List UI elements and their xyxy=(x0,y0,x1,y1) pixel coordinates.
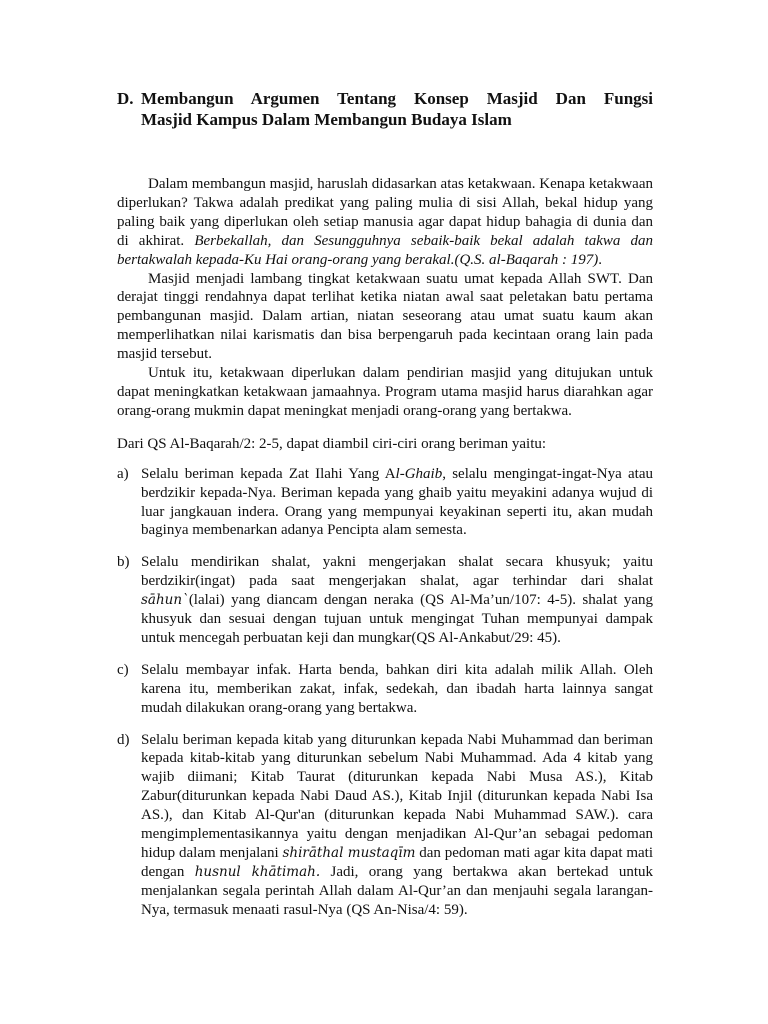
list-b-part-1: Selalu mendirikan shalat, yakni mengerjakan shalat secara khusyuk; yaitu berdzikir(ingat) pada saat mengerjakan shalat, agar terhindar dari shalat xyxy=(141,554,653,590)
list-marker-a: a) xyxy=(117,465,129,482)
list-text-c: Selalu membayar infak. Harta benda, bahkan diri kita adalah milik Allah. Oleh karena itu, memberikan zakat, infak, sedekah, dan ibadah harta lainnya sangat mudah dilakukan orang-orang yang bertakwa. xyxy=(141,661,653,716)
paragraph-1-text: Dalam membangun masjid, haruslah didasarkan atas ketakwaan. Kenapa ketakwaan diperlukan? Takwa adalah predikat yang paling mulia di sisi Allah, bekal hidup yang paling baik yang diperlukan oleh setiap manusia agar dapat hidup bahagia di dunia dan di akhirat. xyxy=(117,176,653,249)
list-item-a xyxy=(117,465,653,541)
list-text-d xyxy=(141,731,653,920)
list-a-part-2: , selalu mengingat-ingat-Nya atau berdzikir kepada-Nya. Beriman kepada yang ghaib yaitu meyakini adanya wujud di luar jangkauan indera. Orang yang mempunyai keyakinan seperti itu, akan mudah baginya membenarkan adanya Pencipta alam semesta. xyxy=(141,465,653,539)
list-item-b xyxy=(117,553,653,648)
paragraph-1-quote: Berbekallah, dan Sesungguhnya sebaik-baik bekal adalah takwa dan bertakwalah kepada-Ku Hai orang-orang yang berakal.(Q.S. al-Baqarah : 197) xyxy=(117,232,653,268)
body-text xyxy=(117,175,653,933)
list-d-part-2: dan pedoman mati agar kita dapat mati dengan xyxy=(141,845,654,880)
list-text-b xyxy=(141,553,653,648)
list-a-al-ghaib: l-Ghaib xyxy=(395,465,443,482)
faith-traits-list xyxy=(117,465,653,920)
list-d-husnul: husnul khātimah. xyxy=(194,863,321,880)
list-marker-c: c) xyxy=(117,661,129,678)
heading-text-line-2: Masjid Kampus Dalam Membangun Budaya Islam xyxy=(141,110,512,129)
paragraph-1-end: . xyxy=(598,251,602,268)
list-marker-d: d) xyxy=(117,731,130,748)
paragraph-3: Untuk itu, ketakwaan diperlukan dalam pendirian masjid yang ditujukan untuk dapat meningkatkan ketakwaan jamaahnya. Program utama masjid harus diarahkan agar orang-orang mukmin dapat meningkat menjadi orang-orang yang bertakwa. xyxy=(117,365,653,419)
list-intro: Dari QS Al-Baqarah/2: 2-5, dapat diambil ciri-ciri orang beriman yaitu: xyxy=(117,435,547,452)
list-d-part-3: Jadi, orang yang bertakwa akan bertekad untuk menjalankan segala perintah Allah dalam Al-Qur’an dan menjauhi segala larangan-Nya, termasuk menaati rasul-Nya (QS An-Nisa/4: 59). xyxy=(141,863,653,918)
list-marker-b: b) xyxy=(117,554,130,571)
list-text-a xyxy=(141,465,653,541)
heading-number: D. xyxy=(117,89,134,108)
list-a-part-1: Selalu beriman kepada Zat Ilahi Yang A xyxy=(141,465,396,482)
section-heading xyxy=(117,88,653,130)
list-item-d xyxy=(117,731,653,920)
paragraph-1 xyxy=(117,175,653,270)
list-item-c xyxy=(117,661,653,718)
heading-line-1 xyxy=(117,88,653,109)
list-d-shirathal: shirāthal mustaqīm xyxy=(282,845,416,861)
list-b-part-2: (lalai) yang diancam dengan neraka (QS Al-Ma’un/107: 4-5). shalat yang khusyuk dan sesuai dengan tujuan untuk mengingat Tuhan mempunyai dampak untuk mencegah perbuatan keji dan mungkar(QS Al-Ankabut/29: 45). xyxy=(141,592,653,646)
list-d-part-1: Selalu beriman kepada kitab yang diturunkan kepada Nabi Muhammad dan beriman kepada kitab-kitab yang diturunkan sebelum Nabi Muhammad. Ada 4 kitab yang wajib diimani; Kitab Taurat (diturunkan kepada Nabi Musa AS.), Kitab Zabur(diturunkan kepada Nabi Daud AS.), Kitab Injil (diturunkan kepada Nabi Isa AS.), dan Kitab Al-Qur'an (diturunkan kepada Nabi Muhammad SAW.). cara mengimplementasikannya yaitu dengan menjadikan Al-Qur’an sebagai pedoman hidup dalam menjalani xyxy=(141,731,653,861)
paragraph-2: Masjid menjadi lambang tingkat ketakwaan suatu umat kepada Allah SWT. Dan derajat tinggi rendahnya dapat terlihat ketika niatan awal saat peletakan batu pertama pembangunan masjid. Dalam artian, niatan seseorang atau umat suatu kaum akan memperlihatkan nilai karismatis dan bisa berpengaruh pada kecintaan orang lain pada masjid tersebut. xyxy=(117,270,653,363)
list-b-sahun: sāhun` xyxy=(141,592,189,609)
heading-text-line-1: Membangun Argumen Tentang Konsep Masjid Dan Fungsi xyxy=(141,89,653,108)
